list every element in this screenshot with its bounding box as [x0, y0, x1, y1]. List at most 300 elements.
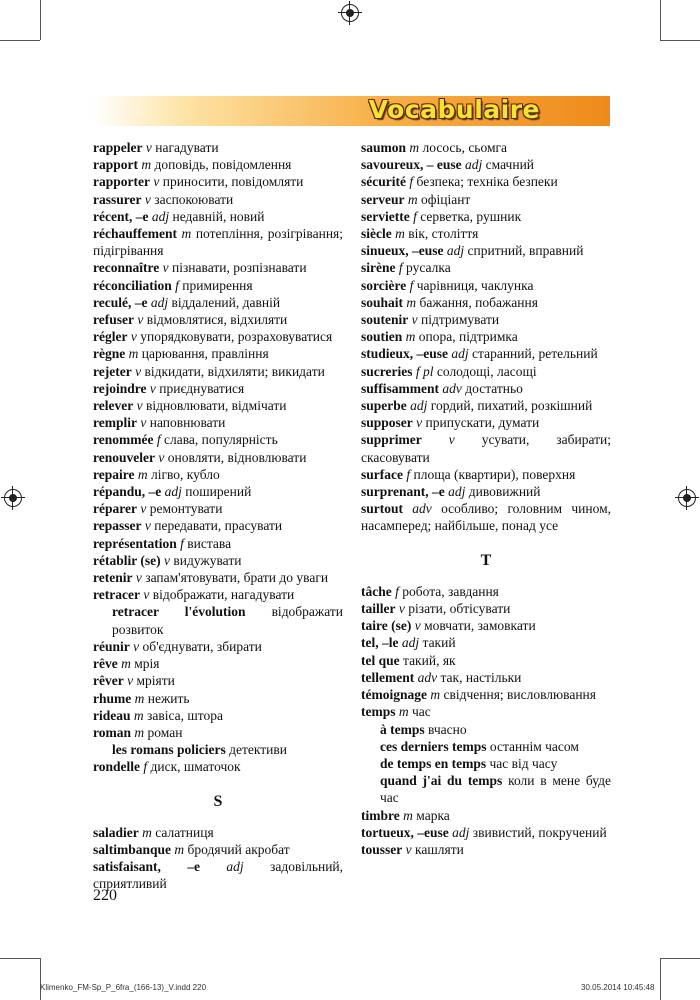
entry-grammar: f [395, 583, 399, 599]
entry-grammar: v [144, 191, 151, 207]
vocabulary-entry [93, 500, 343, 517]
crop-mark [660, 958, 661, 1000]
vocabulary-entry [93, 483, 343, 500]
entry-translation: пізнавати, розпізнавати [171, 260, 307, 276]
entry-translation: смачний [485, 157, 535, 173]
entry-grammar: v [127, 673, 134, 689]
vocabulary-entry [93, 466, 343, 483]
entry-translation: відновлювати, відмічати [145, 398, 287, 414]
vocabulary-entry [93, 824, 343, 841]
entry-headword: tellement [361, 669, 415, 685]
entry-headword: règne [93, 346, 126, 362]
vocabulary-entry [93, 345, 343, 362]
registration-mark-icon [4, 489, 22, 507]
entry-translation: лосось, сьомга [422, 140, 508, 155]
vocabulary-entry [93, 858, 343, 892]
vocabulary-entry [361, 173, 611, 190]
vocabulary-entry [93, 707, 343, 724]
vocabulary-entry [361, 294, 611, 311]
entry-translation: завіса, штора [147, 707, 223, 723]
entry-translation: різати, обтісувати [408, 601, 511, 617]
vocabulary-entry [361, 500, 611, 534]
crop-mark [660, 0, 661, 40]
entry-grammar: f [175, 277, 179, 293]
entry-translation: передавати, прасувати [154, 518, 283, 534]
vocabulary-entry [361, 345, 611, 362]
entry-headword: répandu, –e [93, 484, 162, 500]
registration-mark-icon [678, 489, 696, 507]
entry-translation: приносити, повідомляти [162, 174, 304, 190]
entry-grammar: v [411, 312, 418, 328]
entry-headword: reconnaître [93, 260, 160, 276]
entry-translation: свідчення; висловлювання [443, 687, 596, 703]
vocabulary-entry [361, 259, 611, 276]
entry-headword: timbre [361, 807, 400, 823]
vocabulary-entry [93, 259, 343, 276]
vocabulary-entry [361, 208, 611, 225]
entry-headword: savoureux, – euse [361, 157, 462, 173]
vocabulary-entry [93, 277, 343, 294]
vocabulary-entry [93, 586, 343, 603]
entry-translation: коли в мене буде час [380, 773, 611, 806]
entry-grammar: adj [150, 294, 169, 310]
vocabulary-entry [93, 397, 343, 414]
entry-headword: surtout [361, 501, 404, 517]
vocabulary-entry [361, 277, 611, 294]
vocabulary-entry [361, 414, 611, 431]
entry-grammar: v [158, 449, 165, 465]
crop-mark [660, 40, 700, 41]
entry-headword: rêve [93, 656, 118, 672]
entry-grammar: v [448, 432, 455, 448]
entry-grammar: m [398, 704, 409, 720]
entry-grammar: v [136, 398, 143, 414]
entry-headword: réconciliation [93, 277, 172, 293]
entry-grammar: m [405, 329, 416, 345]
entry-headword: tel que [361, 652, 400, 668]
entry-headword: satisfaisant, –e [93, 859, 200, 875]
entry-grammar: m [134, 724, 145, 740]
entry-translation: салатниця [155, 824, 214, 840]
entry-grammar: adv [417, 669, 438, 685]
vocabulary-entry [361, 397, 611, 414]
entry-headword: régler [93, 329, 128, 345]
entry-grammar: adj [448, 484, 466, 500]
entry-translation: звивистий, покручений [472, 824, 607, 840]
entry-headword: retracer l'évolution [112, 604, 246, 620]
entry-translation: нагадувати [155, 140, 219, 155]
entry-translation: припускати, думати [425, 415, 540, 431]
vocabulary-entry [361, 686, 611, 703]
entry-headword: sirène [361, 260, 396, 276]
entry-headword: studieux, –euse [361, 346, 449, 362]
vocabulary-entry [93, 569, 343, 586]
vocabulary-entry [93, 156, 343, 173]
entry-translation: роман [147, 724, 183, 740]
page-number: 220 [93, 887, 117, 904]
entry-headword: de temps en temps [380, 755, 487, 771]
vocabulary-entry [93, 741, 343, 758]
vocabulary-entry [93, 414, 343, 431]
entry-headword: reculé, –e [93, 294, 148, 310]
entry-grammar: m [181, 226, 192, 242]
vocabulary-entry [361, 483, 611, 500]
vocabulary-entry [361, 466, 611, 483]
entry-headword: rapport [93, 157, 138, 173]
entry-grammar: f [180, 535, 184, 551]
entry-grammar: m [137, 466, 148, 482]
entry-grammar: v [145, 140, 152, 155]
entry-grammar: adj [446, 243, 465, 259]
entry-grammar: v [133, 638, 140, 654]
entry-translation: безпека; техніка безпеки [416, 174, 558, 190]
vocabulary-entry [93, 603, 343, 637]
entry-headword: rapporter [93, 174, 150, 190]
vocabulary-entry [93, 535, 343, 552]
vocabulary-column-right [361, 139, 611, 858]
entry-grammar: f [413, 208, 417, 224]
entry-translation: поширений [185, 484, 252, 500]
vocabulary-entry [361, 617, 611, 634]
entry-grammar: m [121, 656, 131, 672]
entry-grammar: v [163, 552, 170, 568]
entry-translation: недавній, новий [172, 208, 265, 224]
entry-headword: retracer [93, 587, 140, 603]
vocabulary-entry [93, 191, 343, 208]
entry-translation: час [412, 704, 431, 720]
entry-translation: віддалений, давній [171, 294, 281, 310]
entry-headword: saltimbanque [93, 841, 172, 857]
entry-translation: час від часу [489, 755, 558, 771]
vocabulary-entry [93, 173, 343, 190]
entry-translation: такий, як [403, 652, 456, 668]
entry-translation: детективи [229, 742, 287, 758]
entry-grammar: f [409, 277, 414, 293]
vocabulary-entry [361, 721, 611, 738]
entry-headword: temps [361, 704, 396, 720]
vocabulary-entry [93, 552, 343, 569]
vocabulary-entry [361, 156, 611, 173]
page-title: Vocabulaire [368, 95, 540, 124]
entry-headword: sorcière [361, 277, 407, 293]
crop-mark [0, 40, 40, 41]
entry-headword: serveur [361, 191, 405, 207]
vocabulary-entry [93, 638, 343, 655]
entry-translation: приєднуватися [159, 380, 245, 396]
entry-translation: мовчати, замовкати [424, 618, 536, 634]
vocabulary-entry [361, 703, 611, 720]
entry-grammar: v [130, 329, 137, 345]
vocabulary-entry [93, 208, 343, 225]
vocabulary-entry [361, 380, 611, 397]
section-letter: T [480, 551, 492, 569]
entry-headword: rideau [93, 707, 131, 723]
vocabulary-entry [361, 738, 611, 755]
entry-headword: sécurité [361, 174, 406, 190]
entry-translation: відмовлятися, відхиляти [146, 312, 288, 328]
entry-headword: rappeler [93, 140, 143, 155]
vocabulary-entry [361, 583, 611, 600]
entry-headword: soutenir [361, 312, 409, 328]
vocabulary-entry [93, 724, 343, 741]
entry-translation: царювання, правління [141, 346, 269, 362]
entry-headword: suffisamment [361, 380, 439, 396]
entry-translation: задовільний, сприятливий [93, 859, 344, 892]
entry-headword: saumon [361, 140, 407, 155]
entry-headword: rhume [93, 690, 132, 706]
entry-grammar: f pl [415, 363, 434, 379]
entry-translation: запам'ятовувати, брати до уваги [145, 570, 329, 586]
entry-grammar: v [149, 380, 156, 396]
vocabulary-entry [93, 294, 343, 311]
entry-grammar: v [153, 174, 160, 190]
entry-headword: roman [93, 724, 132, 740]
entry-translation: солодощі, ласощі [436, 363, 537, 379]
entry-headword: quand j'ai du temps [380, 773, 503, 789]
entry-grammar: adj [151, 208, 170, 224]
entry-grammar: v [162, 260, 169, 276]
entry-grammar: f [156, 432, 161, 448]
entry-translation: бродячий акробат [187, 841, 290, 857]
entry-grammar: adj [401, 635, 420, 651]
vocabulary-entry [361, 600, 611, 617]
entry-grammar: m [174, 841, 185, 857]
entry-headword: à temps [380, 721, 425, 737]
entry-grammar: adj [226, 859, 244, 875]
entry-headword: retenir [93, 570, 133, 586]
entry-headword: renommée [93, 432, 154, 448]
entry-translation: видужувати [173, 552, 242, 568]
entry-grammar: v [140, 501, 147, 517]
entry-headword: remplir [93, 415, 137, 431]
entry-translation: русалка [406, 260, 451, 276]
entry-grammar: m [403, 807, 413, 823]
entry-translation: мрія [134, 656, 160, 672]
vocabulary-entry [93, 672, 343, 689]
entry-grammar: adj [465, 157, 483, 173]
entry-headword: rejoindre [93, 380, 147, 396]
entry-translation: кашляти [415, 841, 464, 857]
entry-translation: робота, завдання [402, 583, 499, 599]
vocabulary-entry [361, 652, 611, 669]
vocabulary-entry [361, 772, 611, 806]
entry-grammar: adv [412, 501, 432, 517]
vocabulary-entry [93, 655, 343, 672]
entry-translation: марка [416, 807, 450, 823]
section-letter: S [213, 792, 223, 810]
entry-translation: наповнювати [149, 415, 226, 431]
entry-headword: soutien [361, 329, 403, 345]
entry-grammar: adj [410, 398, 428, 414]
entry-headword: témoignage [361, 687, 427, 703]
entry-headword: réparer [93, 501, 137, 517]
entry-translation: заспокоювати [154, 191, 234, 207]
entry-grammar: v [135, 363, 142, 379]
entry-translation: вистава [187, 535, 232, 551]
entry-grammar: v [143, 587, 150, 603]
entry-translation: диск, шматочок [150, 759, 241, 775]
entry-translation: доповідь, повідомлення [154, 157, 292, 173]
vocabulary-entry [361, 755, 611, 772]
entry-translation: оновляти, відновлювати [167, 449, 307, 465]
vocabulary-entry [361, 634, 611, 651]
entry-headword: surface [361, 466, 403, 482]
entry-headword: tâche [361, 583, 392, 599]
vocabulary-entry [93, 225, 343, 259]
entry-headword: tousser [361, 841, 403, 857]
entry-grammar: adj [164, 484, 182, 500]
vocabulary-entry [93, 363, 343, 380]
entry-translation: мріяти [136, 673, 175, 689]
entry-headword: récent, –e [93, 208, 149, 224]
entry-translation: бажання, побажання [419, 294, 538, 310]
entry-headword: souhait [361, 294, 404, 310]
entry-headword: serviette [361, 208, 410, 224]
crop-mark [0, 958, 40, 959]
vocabulary-entry [361, 191, 611, 208]
entry-grammar: v [398, 601, 405, 617]
entry-grammar: v [416, 415, 423, 431]
vocabulary-entry [93, 311, 343, 328]
entry-translation: нежить [147, 690, 190, 706]
entry-headword: supprimer [361, 432, 422, 448]
entry-translation: примирення [182, 277, 253, 293]
entry-headword: siècle [361, 226, 392, 242]
entry-headword: représentation [93, 535, 177, 551]
entry-grammar: f [143, 759, 148, 775]
entry-translation: серветка, рушник [420, 208, 522, 224]
entry-headword: réchauffement [93, 226, 177, 242]
entry-grammar: m [430, 687, 441, 703]
vocabulary-entry [93, 139, 343, 156]
entry-translation: ремонтувати [149, 501, 223, 517]
vocabulary-entry [361, 139, 611, 156]
entry-headword: rejeter [93, 363, 132, 379]
entry-translation: упорядковувати, розраховуватися [140, 329, 333, 345]
entry-grammar: v [414, 618, 421, 634]
entry-headword: relever [93, 398, 134, 414]
entry-headword: renouveler [93, 449, 155, 465]
entry-headword: sucreries [361, 363, 413, 379]
entry-headword: repasser [93, 518, 142, 534]
vocabulary-entry [361, 242, 611, 259]
entry-translation: площа (квартири), поверхня [413, 466, 576, 482]
crop-mark [40, 958, 41, 1000]
entry-grammar: m [142, 824, 152, 840]
crop-mark [660, 958, 700, 959]
entry-grammar: m [395, 226, 405, 242]
vocabulary-entry [361, 311, 611, 328]
entry-grammar: adv [442, 380, 462, 396]
entry-headword: taire (se) [361, 618, 412, 634]
vocabulary-entry [361, 824, 611, 841]
entry-grammar: m [134, 690, 145, 706]
entry-headword: surprenant, –e [361, 484, 445, 500]
entry-translation: потепління, розігрівання; підігрівання [93, 226, 344, 259]
entry-headword: tel, –le [361, 635, 399, 651]
entry-headword: repaire [93, 466, 135, 482]
vocabulary-entry [361, 841, 611, 858]
entry-headword: rondelle [93, 759, 140, 775]
entry-translation: так, настільки [440, 669, 522, 685]
footer-file-info: Klimenko_FM-Sp_P_6fra_(166-13)_V.indd 220 [40, 983, 207, 992]
entry-translation: відкидати, відхиляти; викидати [144, 363, 325, 379]
entry-grammar: m [133, 707, 144, 723]
entry-headword: ces derniers temps [380, 738, 487, 754]
vocabulary-entry [93, 449, 343, 466]
entry-headword: rétablir (se) [93, 552, 161, 568]
entry-grammar: adj [452, 824, 470, 840]
entry-headword: superbe [361, 398, 407, 414]
entry-translation: старанний, ретельний [472, 346, 598, 362]
entry-grammar: f [406, 466, 411, 482]
vocabulary-entry [93, 758, 343, 775]
entry-translation: останнім часом [489, 738, 579, 754]
vocabulary-entry [361, 669, 611, 686]
entry-translation: особливо; головним чином, насамперед; найбільше, понад усе [361, 501, 612, 534]
entry-grammar: m [406, 294, 417, 310]
entry-translation: лігво, кубло [151, 466, 220, 482]
entry-translation: підтримувати [421, 312, 500, 328]
vocabulary-entry [361, 328, 611, 345]
vocabulary-entry [93, 431, 343, 448]
entry-translation: відображати, нагадувати [152, 587, 295, 603]
entry-translation: достатньо [465, 380, 523, 396]
vocabulary-entry [361, 431, 611, 465]
entry-translation: вчасно [428, 721, 467, 737]
entry-translation: спритний, вправний [467, 243, 584, 259]
entry-grammar: v [135, 570, 142, 586]
entry-headword: sinueux, –euse [361, 243, 444, 259]
entry-translation: відображати розвиток [112, 604, 344, 637]
entry-headword: tortueux, –euse [361, 824, 449, 840]
entry-headword: réunir [93, 638, 130, 654]
vocabulary-entry [93, 380, 343, 397]
entry-translation: такий [422, 635, 456, 651]
registration-mark-icon [341, 4, 359, 22]
entry-translation: гордий, пихатий, розкішний [430, 398, 593, 414]
entry-grammar: f [409, 174, 414, 190]
entry-translation: слава, популярність [164, 432, 278, 448]
vocabulary-entry [93, 841, 343, 858]
vocabulary-entry [93, 328, 343, 345]
entry-grammar: v [137, 312, 144, 328]
vocabulary-entry [93, 690, 343, 707]
entry-headword: rêver [93, 673, 124, 689]
entry-translation: чарівниця, чаклунка [416, 277, 534, 293]
entry-grammar: m [128, 346, 139, 362]
entry-grammar: m [409, 140, 420, 155]
entry-headword: refuser [93, 312, 134, 328]
title-banner [93, 96, 610, 126]
entry-headword: rassurer [93, 191, 142, 207]
crop-mark [40, 0, 41, 40]
entry-translation: вік, століття [408, 226, 479, 242]
vocabulary-entry [361, 807, 611, 824]
entry-grammar: m [407, 191, 418, 207]
entry-grammar: v [144, 518, 151, 534]
entry-grammar: f [398, 260, 403, 276]
vocabulary-entry [93, 517, 343, 534]
entry-headword: saladier [93, 824, 139, 840]
footer-date-time: 30.05.2014 10:45:48 [581, 983, 655, 992]
entry-grammar: m [141, 157, 152, 173]
entry-translation: об'єднувати, збирати [142, 638, 262, 654]
vocabulary-entry [361, 363, 611, 380]
entry-translation: усувати, забирати; скасовувати [361, 432, 611, 465]
entry-headword: supposer [361, 415, 413, 431]
entry-headword: tailler [361, 601, 396, 617]
